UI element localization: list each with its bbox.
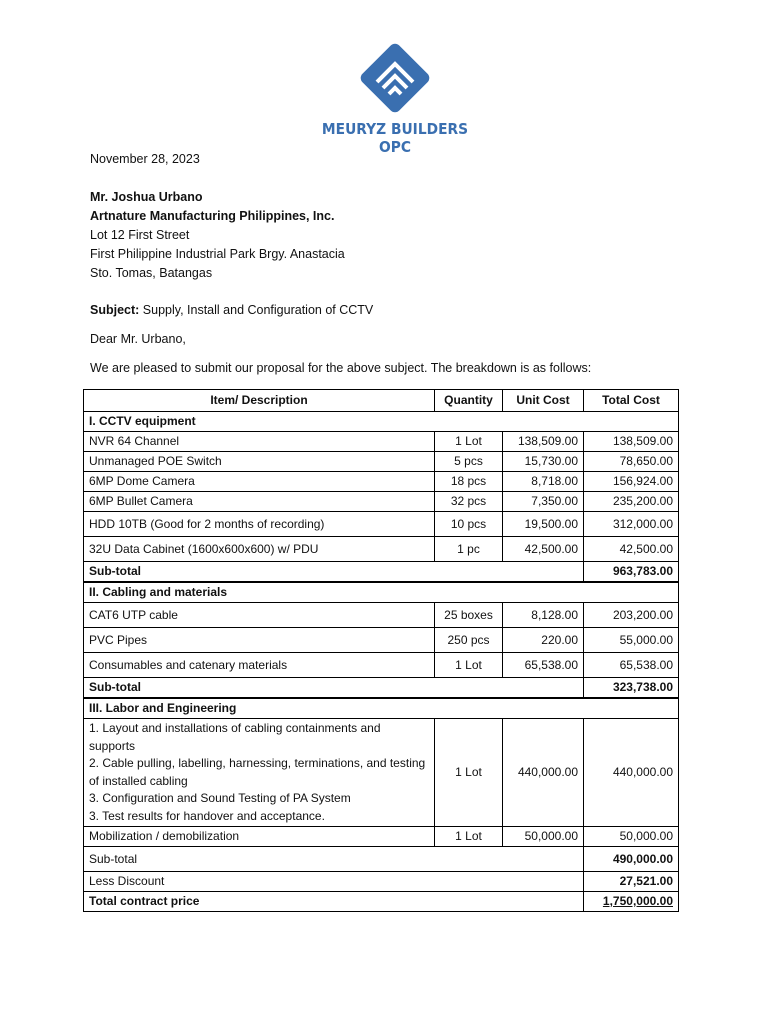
- labor-line: 3. Test results for handover and acceptance.: [89, 808, 325, 823]
- recipient-company: Artnature Manufacturing Philippines, Inc.: [90, 209, 335, 223]
- subject-label: Subject:: [90, 303, 140, 317]
- item-quantity: 1 pc: [435, 537, 503, 562]
- section-title-row: [84, 582, 679, 603]
- item-quantity: 25 boxes: [435, 603, 503, 628]
- item-unit-cost: 7,350.00: [503, 492, 584, 512]
- salutation: Dear Mr. Urbano,: [90, 332, 186, 346]
- labor-line: 1. Layout and installations of cabling containments and supports: [89, 721, 381, 753]
- discount-value: 27,521.00: [584, 872, 679, 892]
- table-row: [84, 472, 679, 492]
- labor-description: [84, 719, 435, 827]
- item-quantity: 1 Lot: [435, 827, 503, 847]
- item-quantity: 18 pcs: [435, 472, 503, 492]
- discount-row: [84, 872, 679, 892]
- subtotal-value: 490,000.00: [584, 847, 679, 872]
- item-description: 6MP Bullet Camera: [84, 492, 435, 512]
- item-quantity: 1 Lot: [435, 432, 503, 452]
- subtotal-label: Sub-total: [84, 678, 584, 699]
- table-row: [84, 827, 679, 847]
- cost-breakdown-table: [83, 389, 679, 912]
- company-logo-icon: [355, 38, 435, 118]
- item-total-cost: 55,000.00: [584, 628, 679, 653]
- subject-text: Supply, Install and Configuration of CCTV: [142, 303, 374, 317]
- item-unit-cost: 42,500.00: [503, 537, 584, 562]
- item-unit-cost: 15,730.00: [503, 452, 584, 472]
- item-quantity: 5 pcs: [435, 452, 503, 472]
- item-unit-cost: 8,128.00: [503, 603, 584, 628]
- item-quantity: 1 Lot: [435, 653, 503, 678]
- address-line: Lot 12 First Street: [90, 228, 190, 242]
- item-description: HDD 10TB (Good for 2 months of recording): [84, 512, 435, 537]
- item-unit-cost: 8,718.00: [503, 472, 584, 492]
- letter-date: November 28, 2023: [90, 152, 200, 166]
- item-description: CAT6 UTP cable: [84, 603, 435, 628]
- subtotal-row: [84, 562, 679, 583]
- item-unit-cost: 138,509.00: [503, 432, 584, 452]
- address-line: Sto. Tomas, Batangas: [90, 266, 213, 280]
- total-value: [584, 892, 679, 912]
- labor-row: [84, 719, 679, 827]
- item-total-cost: 50,000.00: [584, 827, 679, 847]
- item-total-cost: 235,200.00: [584, 492, 679, 512]
- item-unit-cost: 220.00: [503, 628, 584, 653]
- table-row: [84, 492, 679, 512]
- item-total-cost: 78,650.00: [584, 452, 679, 472]
- table-row: [84, 512, 679, 537]
- item-total-cost: 65,538.00: [584, 653, 679, 678]
- item-description: Mobilization / demobilization: [84, 827, 435, 847]
- column-header: Unit Cost: [503, 390, 584, 412]
- section-title: II. Cabling and materials: [84, 582, 679, 603]
- subtotal-row: [84, 678, 679, 699]
- labor-line: 2. Cable pulling, labelling, harnessing, terminations, and testing of installed cabling: [89, 756, 426, 788]
- intro-text: We are pleased to submit our proposal for the above subject. The breakdown is as follows:: [90, 361, 592, 375]
- recipient-name: Mr. Joshua Urbano: [90, 190, 203, 204]
- item-description: 6MP Dome Camera: [84, 472, 435, 492]
- item-unit-cost: 440,000.00: [503, 719, 584, 827]
- section-title-row: [84, 412, 679, 432]
- total-label: Total contract price: [84, 892, 584, 912]
- subtotal-label: Sub-total: [84, 562, 584, 583]
- item-description: PVC Pipes: [84, 628, 435, 653]
- section-title: I. CCTV equipment: [84, 412, 679, 432]
- company-logo: [310, 38, 480, 156]
- column-header: Item/ Description: [84, 390, 435, 412]
- item-total-cost: 440,000.00: [584, 719, 679, 827]
- table-row: [84, 537, 679, 562]
- address-line: First Philippine Industrial Park Brgy. Anastacia: [90, 247, 345, 261]
- column-header: Total Cost: [584, 390, 679, 412]
- recipient-block: [90, 188, 345, 283]
- item-quantity: 32 pcs: [435, 492, 503, 512]
- labor-line: 3. Configuration and Sound Testing of PA System: [89, 791, 351, 805]
- item-total-cost: 156,924.00: [584, 472, 679, 492]
- item-total-cost: 138,509.00: [584, 432, 679, 452]
- subject-line: [90, 301, 373, 320]
- section-title: III. Labor and Engineering: [84, 698, 679, 719]
- item-quantity: 1 Lot: [435, 719, 503, 827]
- item-description: NVR 64 Channel: [84, 432, 435, 452]
- item-unit-cost: 65,538.00: [503, 653, 584, 678]
- subtotal-value: 323,738.00: [584, 678, 679, 699]
- item-total-cost: 312,000.00: [584, 512, 679, 537]
- item-description: Consumables and catenary materials: [84, 653, 435, 678]
- item-unit-cost: 50,000.00: [503, 827, 584, 847]
- subtotal-row: [84, 847, 679, 872]
- item-quantity: 10 pcs: [435, 512, 503, 537]
- table-row: [84, 452, 679, 472]
- item-quantity: 250 pcs: [435, 628, 503, 653]
- subtotal-value: 963,783.00: [584, 562, 679, 583]
- discount-label: Less Discount: [84, 872, 584, 892]
- total-row: [84, 892, 679, 912]
- company-name: MEURYZ BUILDERS OPC: [321, 120, 469, 156]
- table-header-row: [84, 390, 679, 412]
- table-row: [84, 628, 679, 653]
- item-description: Unmanaged POE Switch: [84, 452, 435, 472]
- item-unit-cost: 19,500.00: [503, 512, 584, 537]
- section-title-row: [84, 698, 679, 719]
- table-row: [84, 603, 679, 628]
- table-row: [84, 432, 679, 452]
- total-amount: 1,750,000.00: [602, 894, 673, 908]
- subtotal-label: Sub-total: [84, 847, 584, 872]
- column-header: Quantity: [435, 390, 503, 412]
- item-total-cost: 203,200.00: [584, 603, 679, 628]
- item-description: 32U Data Cabinet (1600x600x600) w/ PDU: [84, 537, 435, 562]
- item-total-cost: 42,500.00: [584, 537, 679, 562]
- table-row: [84, 653, 679, 678]
